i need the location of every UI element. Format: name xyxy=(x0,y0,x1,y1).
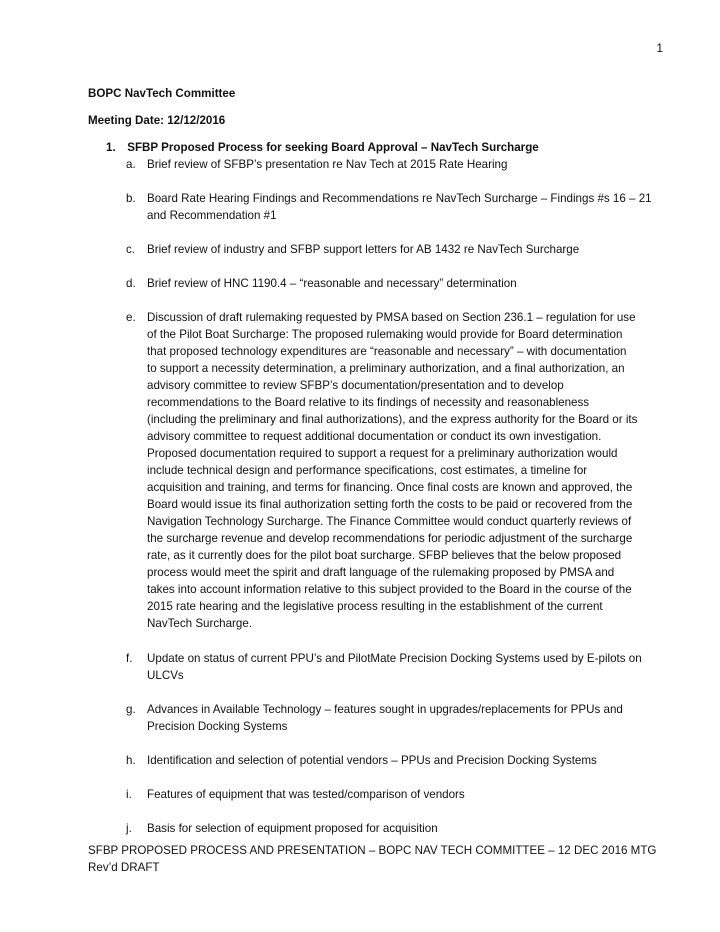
subitem-g xyxy=(126,701,656,735)
agenda-item-number: 1. xyxy=(106,141,116,154)
subitem-text: Discussion of draft rulemaking requested by PMSA based on Section 236.1 – regulation for use of the Pilot Boat Surcharge: The proposed rulemaking would provide for Board determination that proposed technology expenditures are “reasonable and necessary” – with documentation to support a necessity determination, a preliminary authorization, and a final authorization, an advisory committee to review SFBP’s documentation/presentation and to develop recommendations to the Board relative to its findings of necessity and reasonableness (including the preliminary and final authorizations), and the express authority for the Board or its advisory committee to request additional documentation or conduct its own investigation. Proposed documentation required to support a request for a preliminary authorization would include technical design and performance specifications, cost estimates, a timeline for acquisition and training, and terms for financing. Once final costs are known and approved, the Board would issue its final authorization setting forth the costs to be paid or recovered from the Navigation Technology Surcharge. The Finance Committee would conduct quarterly reviews of the surcharge revenue and develop recommendations for periodic adjustment of the surcharge rate, as it currently does for the pilot boat surcharge. SFBP believes that the below proposed process would meet the spirit and draft language of the rulemaking proposed by PMSA and takes into account information relative to this subject provided to the Board in the course of the 2015 rate hearing and the legislative process resulting in the establishment of the current NavTech Surcharge. xyxy=(147,311,638,630)
page-footer xyxy=(88,842,688,876)
subitem-c xyxy=(126,241,656,258)
subitem-letter: f. xyxy=(126,652,133,665)
subitem-text: Advances in Available Technology – features sought in upgrades/replacements for PPUs and Precision Docking Systems xyxy=(147,703,623,733)
subitem-text: Brief review of HNC 1190.4 – “reasonable and necessary” determination xyxy=(147,277,517,290)
subitem-f xyxy=(126,650,656,684)
meeting-date: Meeting Date: 12/12/2016 xyxy=(88,114,226,127)
subitem-text: Board Rate Hearing Findings and Recommendations re NavTech Surcharge – Findings #s 16 – 21 and Recommendation #1 xyxy=(147,192,652,222)
subitem-letter: d. xyxy=(126,277,136,290)
committee-heading: BOPC NavTech Committee xyxy=(88,87,236,100)
subitem-b xyxy=(126,190,656,224)
subitem-letter: b. xyxy=(126,192,136,205)
subitem-letter: c. xyxy=(126,243,136,256)
subitem-text: Features of equipment that was tested/comparison of vendors xyxy=(147,788,465,801)
subitem-letter: j. xyxy=(126,822,132,835)
subitem-e xyxy=(126,309,638,632)
subitem-d xyxy=(126,275,656,292)
subitem-i xyxy=(126,786,656,803)
subitem-letter: e. xyxy=(126,311,136,324)
subitem-text: Basis for selection of equipment proposed for acquisition xyxy=(147,822,438,835)
subitem-letter: g. xyxy=(126,703,136,716)
agenda-item-heading xyxy=(106,139,539,156)
footer-line-1: SFBP PROPOSED PROCESS AND PRESENTATION – BOPC NAV TECH COMMITTEE – 12 DEC 2016 MTG xyxy=(88,844,657,857)
subitem-h xyxy=(126,752,656,769)
agenda-item-title: SFBP Proposed Process for seeking Board Approval – NavTech Surcharge xyxy=(127,141,539,154)
subitem-text: Brief review of SFBP’s presentation re Nav Tech at 2015 Rate Hearing xyxy=(147,158,508,171)
subitem-text: Brief review of industry and SFBP support letters for AB 1432 re NavTech Surcharge xyxy=(147,243,580,256)
footer-line-2: Rev’d DRAFT xyxy=(88,861,160,874)
subitem-letter: i. xyxy=(126,788,132,801)
subitem-j xyxy=(126,820,656,837)
subitem-letter: a. xyxy=(126,158,136,171)
subitem-text: Identification and selection of potential vendors – PPUs and Precision Docking Systems xyxy=(147,754,597,767)
subitem-a xyxy=(126,156,656,173)
subitem-letter: h. xyxy=(126,754,136,767)
subitem-text: Update on status of current PPU’s and PilotMate Precision Docking Systems used by E-pilots on ULCVs xyxy=(147,652,642,682)
page-number: 1 xyxy=(656,41,663,55)
